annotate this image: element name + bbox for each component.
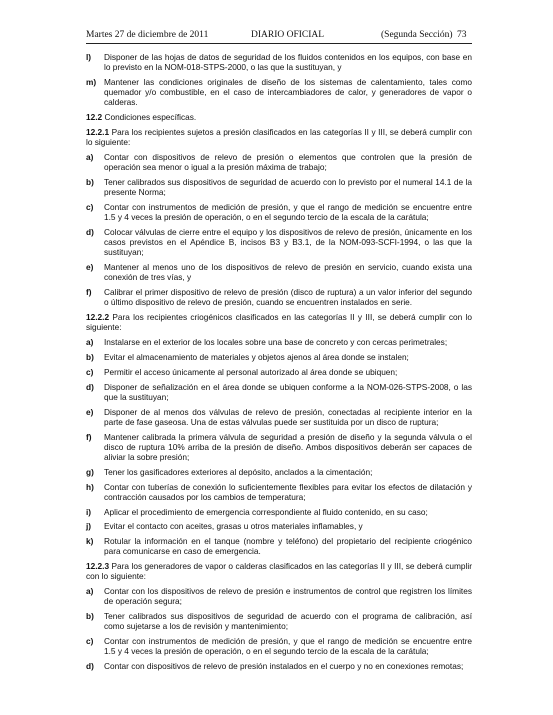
list-item-label: b) <box>86 177 94 187</box>
list-item <box>86 227 472 258</box>
list-item-text: Mantener las condiciones originales de diseño de los sistemas de calentamiento, tales como quemador y/o combustible, en el caso de intercambiadores de calor, y generadores de vapor o calderas. <box>104 77 472 108</box>
section-12-2-2 <box>86 312 472 332</box>
list-item <box>86 521 472 531</box>
list-item-label: d) <box>86 381 94 392</box>
list-item-label: g) <box>86 466 94 477</box>
list-item <box>86 52 472 72</box>
section-number: 12.2.3 <box>86 561 110 572</box>
list-item-text: Disponer de las hojas de datos de seguridad de los fluidos contenidos en los equipos, con base en lo previsto en la NOM-018-STPS-2000, o las que la sustituyan, y <box>104 52 472 73</box>
list-item-text: Rotular la información en el tanque (nombre y teléfono) del propietario del recipiente criogénico para comunicarse en caso de emergencia. <box>104 536 472 557</box>
list-item-text: Disponer de señalización en el área donde se ubiquen conforme a la NOM-026-STPS-2008, o las que la sustituyan; <box>104 381 472 402</box>
list-item-text: Contar con instrumentos de medición de presión, y que el rango de medición se encuentre entre 1.5 y 4 veces la presión de operación, o en el segundo tercio de la escala de la carátula; <box>104 636 472 657</box>
section-number: 12.2.1 <box>86 127 110 137</box>
list-item-label: m) <box>86 77 97 87</box>
list-item-text: Aplicar el procedimiento de emergencia correspondiente al fluido contenido, en su caso; <box>104 506 428 517</box>
list-item-text: Disponer de al menos dos válvulas de relevo de presión, conectadas al recipiente interior en la parte de fase gaseosa. Una de estas válvulas puede ser sustituida por un disco de ruptura; <box>104 406 472 427</box>
section-number: 12.2.2 <box>86 312 110 323</box>
list-item-label: j) <box>86 521 92 532</box>
list-item <box>86 407 472 427</box>
list-item-label: d) <box>86 227 94 237</box>
page-header <box>86 30 472 44</box>
list-item-label: h) <box>86 481 94 492</box>
list-item-label: i) <box>86 506 92 517</box>
header-section: (Segunda Sección) <box>381 30 453 40</box>
header-rule <box>86 43 472 44</box>
list-item <box>86 611 472 631</box>
list-item <box>86 382 472 402</box>
section-text: Para los generadores de vapor o calderas clasificados en las categorías II y III, se deberá cumplir con lo siguiente: <box>86 561 472 582</box>
list-item <box>86 432 472 463</box>
list-item-text: Contar con dispositivos de relevo de presión instalados en el cuerpo y no en conexiones remotas; <box>104 661 464 672</box>
list-12-2-2 <box>86 337 472 556</box>
list-item <box>86 262 472 282</box>
list-item-text: Instalarse en el exterior de los locales sobre una base de concreto y con cercas perimetrales; <box>104 337 448 348</box>
list-item <box>86 177 472 197</box>
list-item <box>86 482 472 502</box>
list-item <box>86 287 472 307</box>
list-item-label: k) <box>86 536 94 547</box>
list-item-label: c) <box>86 202 94 212</box>
list-item-text: Evitar el almacenamiento de materiales y objetos ajenos al área donde se instalen; <box>104 352 409 362</box>
list-item-text: Mantener al menos uno de los dispositivos de relevo de presión en servicio, cuando exista una conexión de tres vías, y <box>104 262 472 283</box>
list-item-label: b) <box>86 611 94 622</box>
list-item-label: f) <box>86 287 92 298</box>
list-item-label: f) <box>86 431 92 442</box>
list-item <box>86 337 472 347</box>
list-item-text: Contar con tuberías de conexión lo suficientemente flexibles para evitar los efectos de dilatación y contracción causados por los cambios de temperatura; <box>104 481 472 502</box>
list-item-label: b) <box>86 352 94 362</box>
list-item <box>86 77 472 108</box>
list-item <box>86 467 472 477</box>
list-item <box>86 367 472 377</box>
list-item <box>86 661 472 671</box>
list-block-1 <box>86 52 472 108</box>
list-item-label: e) <box>86 262 94 273</box>
list-item-text: Contar con instrumentos de medición de presión, y que el rango de medición se encuentre entre 1.5 y 4 veces la presión de operación, o en el segundo tercio de la escala de la carátula; <box>104 202 472 223</box>
list-item-label: a) <box>86 152 94 162</box>
list-item <box>86 152 472 172</box>
list-item-label: d) <box>86 661 94 672</box>
section-12-2-3 <box>86 561 472 581</box>
list-item-text: Tener los gasificadores exteriores al depósito, anclados a la cimentación; <box>104 466 373 477</box>
list-item-label: a) <box>86 337 94 348</box>
list-item-text: Colocar válvulas de cierre entre el equipo y los dispositivos de relevo de presión, únicamente en los casos previstos en el Apéndice B, incisos B3 y B3.1, de la NOM-093-SCFI-1994, o las que la sustituyan; <box>104 227 472 258</box>
section-12-2-1 <box>86 127 472 147</box>
list-item <box>86 202 472 222</box>
list-item-text: Calibrar el primer dispositivo de relevo de presión (disco de ruptura) a un valor inferior del segundo o último dispositivo de relevo de presión, cuando se encuentren instalados en serie. <box>104 287 472 308</box>
section-text: Para los recipientes sujetos a presión clasificados en las categorías II y III, se deberá cumplir con lo siguiente: <box>86 127 472 148</box>
list-item-label: l) <box>86 52 92 62</box>
section-text: Condiciones específicas. <box>102 112 197 123</box>
list-item <box>86 352 472 362</box>
header-publication: DIARIO OFICIAL <box>251 30 325 40</box>
list-item <box>86 586 472 606</box>
list-item-text: Contar con los dispositivos de relevo de presión e instrumentos de control que registren los límites de operación segura; <box>104 586 472 607</box>
header-page-number: 73 <box>457 30 467 40</box>
list-item-text: Contar con dispositivos de relevo de presión o elementos que controlen que la presión de operación sea menor o igual a la presión máxima de trabajo; <box>104 152 472 173</box>
list-12-2-1 <box>86 152 472 308</box>
list-item-label: c) <box>86 636 94 647</box>
list-item <box>86 507 472 517</box>
list-item-text: Evitar el contacto con aceites, grasas u otros materiales inflamables, y <box>104 521 363 532</box>
list-item-label: a) <box>86 586 94 597</box>
list-item <box>86 636 472 656</box>
section-12-2 <box>86 112 472 122</box>
document-body <box>86 52 472 676</box>
section-number: 12.2 <box>86 112 103 123</box>
list-item-label: e) <box>86 406 94 417</box>
section-text: Para los recipientes criogénicos clasificados en las categorías II y III, se deberá cumplir con lo siguiente: <box>86 312 472 333</box>
header-date: Martes 27 de diciembre de 2011 <box>86 30 209 40</box>
list-item <box>86 536 472 556</box>
list-item-text: Permitir el acceso únicamente al personal autorizado al área donde se ubiquen; <box>104 366 398 377</box>
list-12-2-3 <box>86 586 472 671</box>
list-item-text: Mantener calibrada la primera válvula de seguridad a presión de diseño y la segunda válvula o el disco de ruptura 10% arriba de la presión de diseño. Ambos dispositivos deberán ser capaces de aliviar la sobre presión; <box>104 431 472 462</box>
list-item-label: c) <box>86 366 94 377</box>
list-item-text: Tener calibrados sus dispositivos de seguridad de acuerdo con el programa de calibración, así como sujetarse a los de revisión y mantenimiento; <box>104 611 472 632</box>
list-item-text: Tener calibrados sus dispositivos de seguridad de acuerdo con lo previsto por el numeral 14.1 de la presente Norma; <box>104 177 472 198</box>
